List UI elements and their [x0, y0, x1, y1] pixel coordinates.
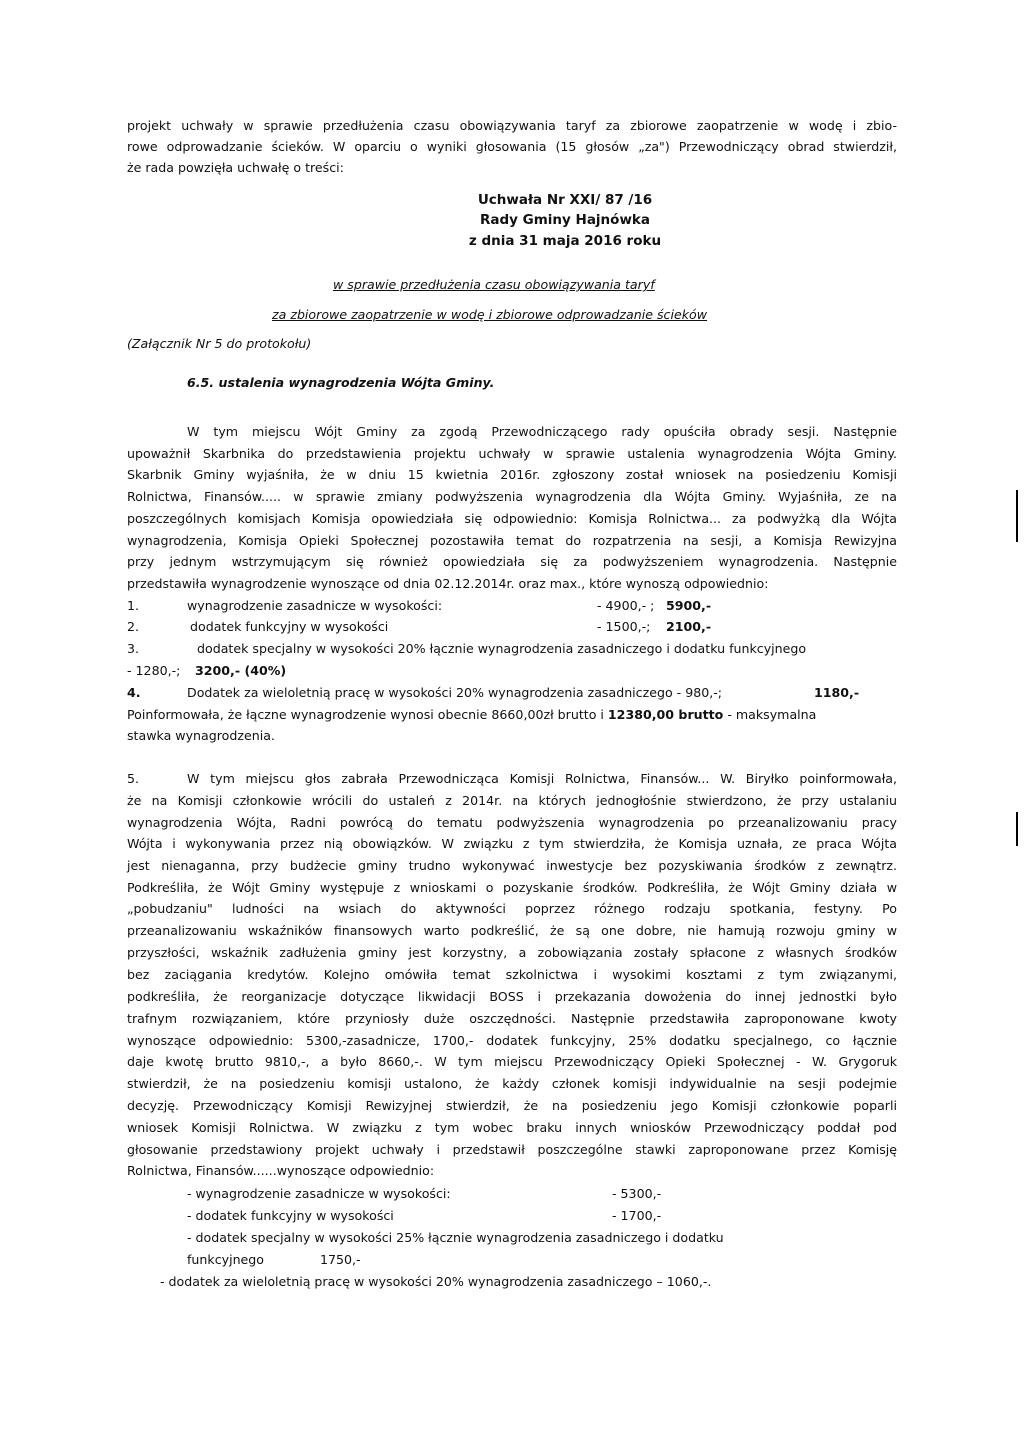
- item-value-max: 3200,- (40%): [195, 663, 287, 678]
- paragraph-line: wynagrodzenia, Komisja Opieki Społecznej pozostawiła temat do rozpatrzenia na sesji, a Komisja Rewizyjna: [127, 533, 897, 548]
- paragraph-line: przy jednym wstrzymującym się również opowiedziała się za podwyższeniem wynagrodzenia. Następnie: [127, 554, 897, 569]
- paragraph-line: W tym miejscu głos zabrała Przewodnicząca Komisji Rolnictwa, Finansów... W. Biryłko poinformowała,: [187, 771, 897, 786]
- paragraph-line: wniosek Komisji Rolnictwa. W związku z tym wobec braku innych wniosków Przewodniczący poddał pod: [127, 1120, 897, 1135]
- intro-line: projekt uchwały w sprawie przedłużenia czasu obowiązywania taryf za zbiorowe zaopatrzenie w wodę i zbio-: [127, 118, 897, 133]
- summary-text-end: - maksymalna: [727, 707, 817, 722]
- item-number: 5.: [127, 771, 140, 786]
- item-number: 3.: [127, 641, 140, 656]
- item-value: - 1500,-;: [597, 619, 651, 634]
- paragraph-line: W tym miejscu Wójt Gminy za zgodą Przewodniczącego rady opuściła obrady sesji. Następnie: [187, 424, 897, 439]
- proposal-value: - 5300,-: [612, 1186, 662, 1201]
- proposal-label: - wynagrodzenie zasadnicze w wysokości:: [187, 1186, 451, 1201]
- paragraph-line: Rolnictwa, Finansów......wynoszące odpowiednio:: [127, 1163, 435, 1178]
- paragraph-line: Rolnictwa, Finansów..... w sprawie zmiany podwyższenia wynagrodzenia dla Wójta Gminy. Wyjaśniła, ze na: [127, 489, 897, 504]
- resolution-subject: za zbiorowe zaopatrzenie w wodę i zbiorowe odprowadzanie ścieków: [272, 307, 708, 322]
- paragraph-line: bez zaciągania kredytów. Kolejno omówiła temat szkolnictwa i wysokimi kosztami z tym związanymi,: [127, 967, 897, 982]
- paragraph-line: [127, 706, 816, 724]
- item-value-max: 2100,-: [666, 619, 712, 634]
- intro-line: że rada powzięła uchwałę o treści:: [127, 160, 344, 175]
- paragraph-line: jest nienaganna, przy budżecie gminy trudno wykonywać inwestycje bez pozyskiwania środków z zewnątrz.: [127, 858, 897, 873]
- section-heading: 6.5. ustalenia wynagrodzenia Wójta Gminy.: [187, 375, 495, 390]
- summary-text: Poinformowała, że łączne wynagrodzenie wynosi obecnie 8660,00zł brutto i: [127, 707, 604, 722]
- paragraph-line: stwierdził, że na posiedzeniu komisji ustalono, że każdy członek komisji indywidualnie na sesji podejmie: [127, 1076, 897, 1091]
- paragraph-line: przyszłości, wskaźnik zadłużenia gminy jest korzystny, a zobowiązania zostały spłacone z własnych środków: [127, 945, 897, 960]
- paragraph-line: głosowanie przedstawiony projekt uchwały i przedstawił poszczególne stawki zaproponowane przez Komisję: [127, 1142, 897, 1157]
- paragraph-line: wynagrodzenia Wójta, Radni powrócą do tematu podwyższenia wynagrodzenia po przeanalizowaniu pracy: [127, 815, 897, 830]
- paragraph-line: daje kwotę brutto 9810,-, a było 8660,-. W tym miejscu Przewodniczący Opieki Społecznej - W. Grygoruk: [127, 1054, 897, 1069]
- item-label: wynagrodzenie zasadnicze w wysokości:: [187, 598, 443, 613]
- resolution-number: Uchwała Nr XXI/ 87 /16: [477, 192, 653, 208]
- paragraph-line: „pobudzaniu" ludności na wsiach do aktywności poprzez różnego rodzaju spotkania, festyny. Po: [127, 901, 897, 916]
- paragraph-line: stawka wynagrodzenia.: [127, 728, 275, 743]
- paragraph-line: poszczególnych komisjach Komisja opowiedziała się odpowiednio: Komisja Rolnictwa... za podwyżką dla Wójta: [127, 511, 897, 526]
- summary-max-total: 12380,00 brutto: [607, 707, 724, 722]
- paragraph-line: Skarbnik Gminy wyjaśniła, że w dniu 15 kwietnia 2016r. zgłoszony został wniosek na posiedzeniu Komisji: [127, 467, 897, 482]
- paragraph-line: decyzję. Przewodniczący Komisji Rewizyjnej stwierdził, że na posiedzeniu jego Komisji członkowie poparli: [127, 1098, 897, 1113]
- item-value-max: 5900,-: [666, 598, 712, 613]
- paragraph-line: Wójta i wykonywania przez nią obowiązków. W związku z tym stwierdziła, że Komisja uznała, ze praca Wójta: [127, 836, 897, 851]
- proposal-label: - dodatek specjalny w wysokości 25% łącznie wynagrodzenia zasadniczego i dodatku: [187, 1230, 724, 1245]
- item-value: - 1280,-;: [127, 663, 181, 678]
- proposal-label: - dodatek za wieloletnią pracę w wysokości 20% wynagrodzenia zasadniczego – 1060,-.: [160, 1274, 712, 1289]
- item-value: - 4900,- ;: [597, 598, 655, 613]
- proposal-label: - dodatek funkcyjny w wysokości: [187, 1208, 394, 1223]
- paragraph-line: podkreśliła, że reorganizacje dotyczące likwidacji BOSS i przekazania dowożenia do innej jednostki było: [127, 989, 897, 1004]
- resolution-subject: w sprawie przedłużenia czasu obowiązywania taryf: [333, 277, 655, 292]
- item-label: dodatek funkcyjny w wysokości: [190, 619, 389, 634]
- item-number: 1.: [127, 598, 140, 613]
- item-label: dodatek specjalny w wysokości 20% łącznie wynagrodzenia zasadniczego i dodatku funkcyjnego: [197, 641, 807, 656]
- paragraph-line: wynoszące odpowiednio: 5300,-zasadnicze, 1700,- dodatek funkcyjny, 25% dodatku specjalnego, co łącznie: [127, 1033, 897, 1048]
- scan-edge-mark: [1016, 812, 1018, 846]
- intro-line: rowe odprowadzanie ścieków. W oparciu o wyniki głosowania (15 głosów „za") Przewodniczący obrad stwierdził,: [127, 139, 897, 154]
- paragraph-line: Podkreśliła, że Wójt Gminy występuje z wnioskami o pozyskanie środków. Podkreśliła, że Wójt Gminy działa w: [127, 880, 897, 895]
- scan-edge-mark: [1016, 490, 1018, 542]
- item-label: Dodatek za wieloletnią pracę w wysokości 20% wynagrodzenia zasadniczego - 980,-;: [187, 685, 723, 700]
- item-number: 2.: [127, 619, 140, 634]
- attachment-note: (Załącznik Nr 5 do protokołu): [127, 336, 312, 351]
- proposal-value: 1750,-: [320, 1252, 361, 1267]
- paragraph-line: że na Komisji członkowie wrócili do ustaleń z 2014r. na których jednogłośnie stwierdzono, że przy ustalaniu: [127, 793, 897, 808]
- paragraph-line: upoważnił Skarbnika do przedstawienia projektu uchwały w sprawie ustalenia wynagrodzenia Wójta Gminy.: [127, 446, 897, 461]
- proposal-value: - 1700,-: [612, 1208, 662, 1223]
- paragraph-line: przedstawiła wynagrodzenie wynoszące od dnia 02.12.2014r. oraz max., które wynoszą odpowiednio:: [127, 576, 769, 591]
- proposal-label: funkcyjnego: [187, 1252, 264, 1267]
- paragraph-line: przeanalizowaniu wskaźników finansowych warto podkreślić, że są one dobre, nie hamują rozwoju gminy w: [127, 923, 897, 938]
- resolution-date: z dnia 31 maja 2016 roku: [468, 233, 662, 249]
- item-number: 4.: [127, 685, 141, 700]
- item-value-max: 1180,-: [814, 685, 860, 700]
- resolution-body: Rady Gminy Hajnówka: [479, 212, 651, 228]
- paragraph-line: trafnym rozwiązaniem, które przyniosły duże oszczędności. Następnie przedstawiła zaproponowane kwoty: [127, 1011, 897, 1026]
